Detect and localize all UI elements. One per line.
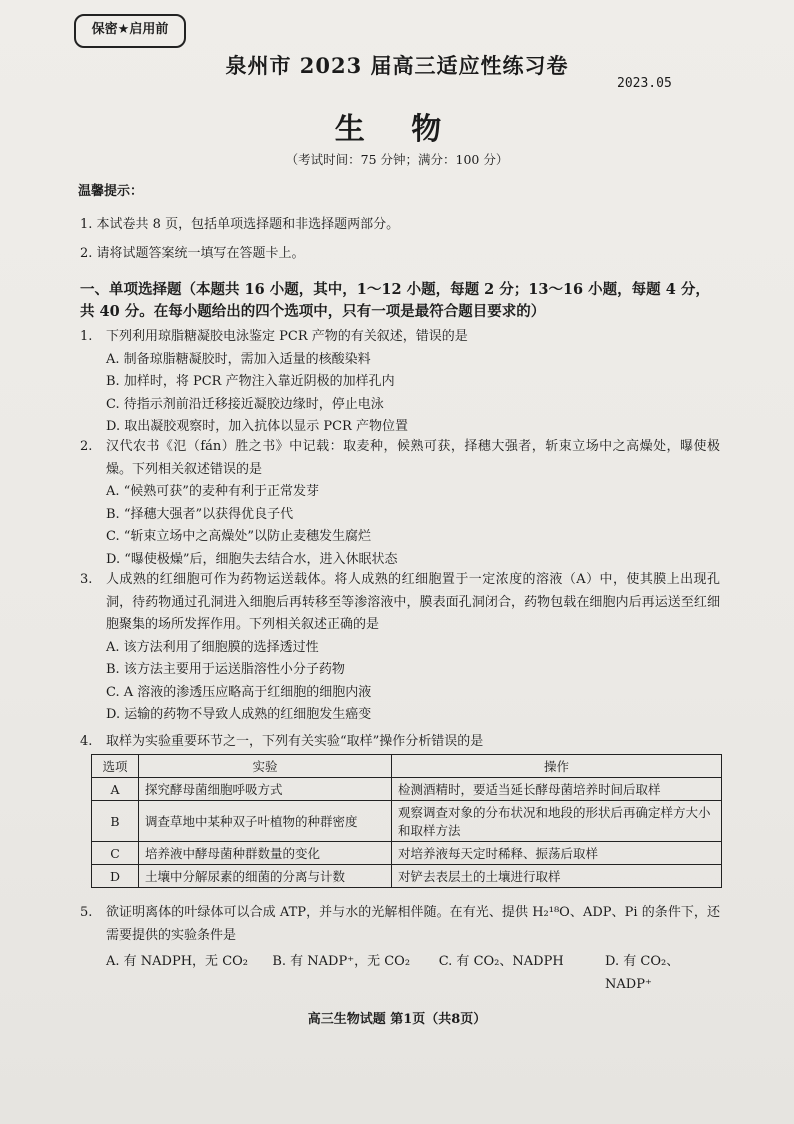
table-cell: B bbox=[92, 801, 139, 842]
table-cell: 观察调查对象的分布状况和地段的形状后再确定样方大小和取样方法 bbox=[392, 801, 722, 842]
table-cell: D bbox=[92, 865, 139, 888]
option-c: C. “斩束立场中之高燥处”以防止麦穗发生腐烂 bbox=[106, 529, 372, 544]
subject-title: 生 物 bbox=[334, 112, 460, 147]
option-b: B. 有 NADP⁺，无 CO₂ bbox=[272, 954, 411, 969]
option-b: B. “择穗大强者”以获得优良子代 bbox=[106, 506, 294, 522]
question-number: 2. bbox=[80, 439, 93, 454]
exam-title: 泉州市 2023 届高三适应性练习卷 bbox=[225, 53, 569, 78]
table-cell: C bbox=[92, 842, 139, 865]
table-row bbox=[92, 801, 722, 842]
question-stem: 欲证明离体的叶绿体可以合成 ATP，并与水的光解相伴随。在有光、提供 H₂¹⁸O、ADP、Pi 的条件下，还需要提供的实验条件是 bbox=[106, 905, 720, 943]
option-d: D. 有 CO₂、NADP⁺ bbox=[605, 954, 680, 992]
table-cell: 调查草地中某种双子叶植物的种群密度 bbox=[139, 801, 392, 842]
table-row bbox=[92, 778, 722, 801]
sampling-table bbox=[91, 754, 722, 888]
page-footer: 高三生物试题 第1页（共8页） bbox=[307, 1012, 487, 1027]
exam-date: 2023.05 bbox=[617, 76, 672, 91]
question-2 bbox=[80, 436, 720, 571]
option-c: C. A 溶液的渗透压应略高于红细胞的细胞内液 bbox=[106, 684, 372, 700]
question-number: 5. bbox=[80, 905, 93, 920]
table-row bbox=[92, 865, 722, 888]
option-a: A. 有 NADPH，无 CO₂ bbox=[106, 954, 249, 969]
option-d: D. 运输的药物不导致人成熟的红细胞发生癌变 bbox=[106, 707, 372, 722]
confidential-stamp: 保密★启用前 bbox=[74, 14, 186, 48]
exam-info: （考试时间：75 分钟；满分：100 分） bbox=[285, 152, 509, 167]
option-d: D. 取出凝胶观察时，加入抗体以显示 PCR 产物位置 bbox=[106, 419, 408, 434]
option-b: B. 加样时，将 PCR 产物注入靠近阴极的加样孔内 bbox=[106, 374, 395, 389]
question-stem: 下列利用琼脂糖凝胶电泳鉴定 PCR 产物的有关叙述，错误的是 bbox=[106, 329, 468, 344]
option-a: A. 制备琼脂糖凝胶时，需加入适量的核酸染料 bbox=[106, 351, 371, 367]
section-heading: 一、单项选择题（本题共 16 小题，其中，1～12 小题，每题 2 分；13～16 小题，每题 4 分，共 40 分。在每小题给出的四个选项中，只有一项是最符合题目要求的） bbox=[80, 281, 710, 320]
question-3 bbox=[80, 569, 720, 727]
table-row bbox=[92, 842, 722, 865]
table-cell: 培养液中酵母菌种群数量的变化 bbox=[139, 842, 392, 865]
option-a: A. “候熟可获”的麦种有利于正常发芽 bbox=[106, 484, 319, 499]
question-number: 4. bbox=[80, 734, 93, 749]
table-header: 实验 bbox=[139, 755, 392, 778]
question-4 bbox=[80, 731, 720, 754]
tips-heading: 温馨提示： bbox=[78, 184, 144, 199]
choices-row bbox=[80, 951, 720, 996]
question-stem: 取样为实验重要环节之一，下列有关实验“取样”操作分析错误的是 bbox=[106, 734, 484, 749]
question-number: 3. bbox=[80, 572, 93, 587]
option-d: D. “曝使极燥”后，细胞失去结合水，进入休眠状态 bbox=[106, 551, 398, 567]
table-cell: 对培养液每天定时稀释、振荡后取样 bbox=[392, 842, 722, 865]
table-cell: A bbox=[92, 778, 139, 801]
question-stem: 汉代农书《氾（fán）胜之书》中记载：取麦种，候熟可获，择穗大强者，斩束立场中之高燥处，曝使极燥。下列相关叙述错误的是 bbox=[106, 439, 720, 477]
question-5 bbox=[80, 902, 720, 996]
table-cell: 土壤中分解尿素的细菌的分离与计数 bbox=[139, 865, 392, 888]
question-1 bbox=[80, 326, 720, 439]
option-c: C. 有 CO₂、NADPH bbox=[438, 954, 564, 969]
table-cell: 探究酵母菌细胞呼吸方式 bbox=[139, 778, 392, 801]
option-a: A. 该方法利用了细胞膜的选择透过性 bbox=[106, 639, 319, 655]
table-header: 操作 bbox=[392, 755, 722, 778]
table-cell: 对铲去表层土的土壤进行取样 bbox=[392, 865, 722, 888]
tip-item: 2. 请将试题答案统一填写在答题卡上。 bbox=[80, 246, 305, 261]
table-header: 选项 bbox=[92, 755, 139, 778]
option-c: C. 待指示剂前沿迁移接近凝胶边缘时，停止电泳 bbox=[106, 396, 384, 412]
table-header-row bbox=[92, 755, 722, 778]
option-b: B. 该方法主要用于运送脂溶性小分子药物 bbox=[106, 662, 345, 677]
question-number: 1. bbox=[80, 329, 93, 344]
table-cell: 检测酒精时，要适当延长酵母菌培养时间后取样 bbox=[392, 778, 722, 801]
tip-item: 1. 本试卷共 8 页，包括单项选择题和非选择题两部分。 bbox=[80, 217, 400, 232]
question-stem: 人成熟的红细胞可作为药物运送载体。将人成熟的红细胞置于一定浓度的溶液（A）中，使其膜上出现孔洞，待药物通过孔洞进入细胞后再转移至等渗溶液中，膜表面孔洞闭合，药物包载在细胞内后再运送至红细胞聚集的场所发挥作用。下列相关叙述正确的是 bbox=[106, 572, 720, 632]
